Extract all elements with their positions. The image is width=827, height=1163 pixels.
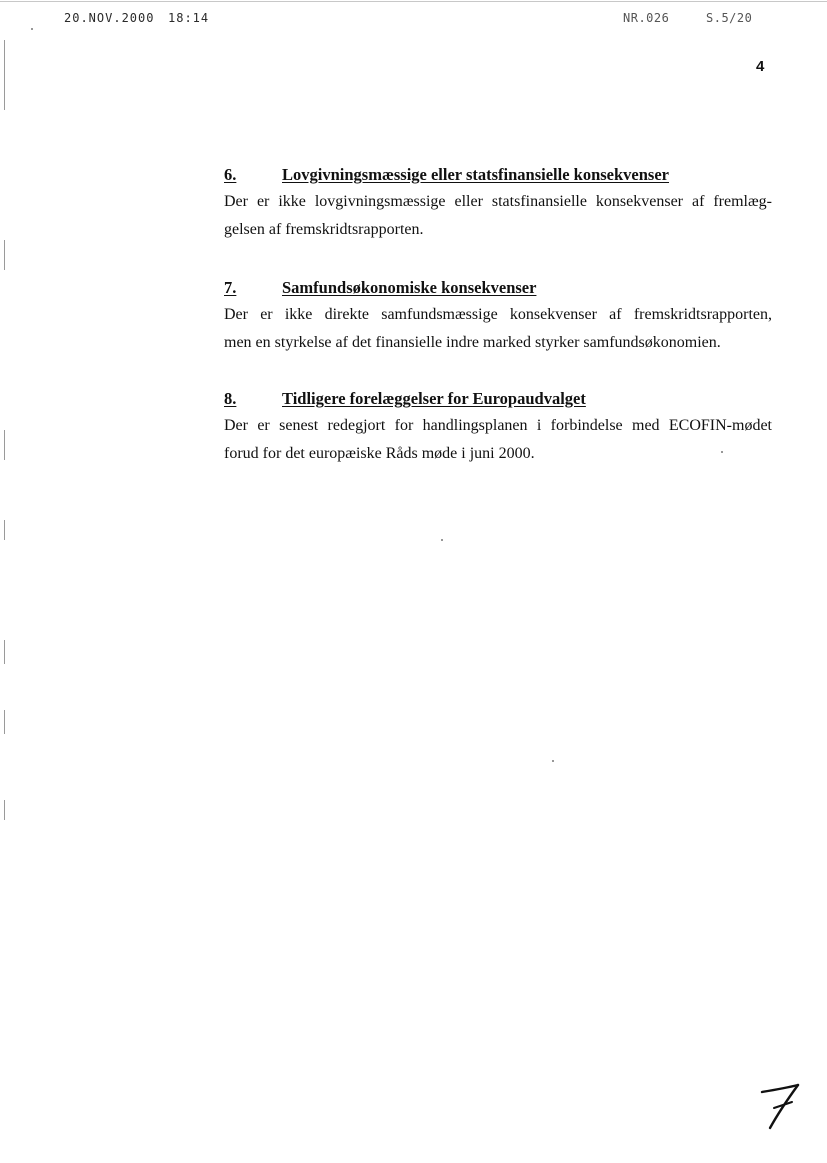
section-heading — [224, 275, 772, 301]
scan-edge-mark — [4, 240, 5, 270]
section-6 — [224, 162, 772, 244]
scan-edge-mark — [4, 800, 5, 820]
fax-header-date: 20.NOV.2000 — [64, 11, 155, 25]
section-number: 7. — [224, 278, 237, 297]
section-title: Tidligere forelæggelser for Europaudvalget — [282, 389, 586, 408]
section-body — [224, 412, 772, 468]
scan-edge-mark — [4, 640, 5, 664]
fax-header-time: 18:14 — [168, 11, 210, 25]
fax-top-rule — [0, 1, 827, 2]
scan-edge-mark — [4, 430, 5, 460]
body-line: Der er senest redegjort for handlingsplanen i forbindelse med ECOFIN-mødet — [224, 417, 772, 434]
scan-edge-mark — [4, 40, 5, 110]
page-number: 4 — [756, 58, 765, 75]
scan-speck — [31, 28, 33, 30]
scan-edge-mark — [4, 520, 5, 540]
section-heading — [224, 162, 772, 188]
section-number: 8. — [224, 389, 237, 408]
scan-speck — [552, 760, 554, 762]
body-line: men en styrkelse af det finansielle indre marked styrker samfundsøkonomien. — [224, 334, 721, 351]
section-body — [224, 188, 772, 244]
scan-speck — [441, 539, 443, 541]
fax-header-page: S.5/20 — [706, 11, 753, 25]
scan-speck — [721, 451, 723, 453]
fax-header-number: NR.026 — [623, 11, 670, 25]
handwritten-page-mark — [756, 1082, 804, 1132]
section-title: Samfundsøkonomiske konsekvenser — [282, 278, 537, 297]
section-8 — [224, 386, 772, 468]
body-line: Der er ikke direkte samfundsmæssige konsekvenser af fremskridtsrapporten, — [224, 306, 772, 323]
section-number: 6. — [224, 165, 237, 184]
body-line: gelsen af fremskridtsrapporten. — [224, 221, 424, 238]
body-line: Der er ikke lovgivningsmæssige eller statsfinansielle konsekvenser af fremlæg- — [224, 193, 772, 210]
section-7 — [224, 275, 772, 357]
section-body — [224, 301, 772, 357]
body-line: forud for det europæiske Råds møde i juni 2000. — [224, 445, 535, 462]
scan-edge-mark — [4, 710, 5, 734]
section-heading — [224, 386, 772, 412]
section-title: Lovgivningsmæssige eller statsfinansielle konsekvenser — [282, 165, 670, 184]
